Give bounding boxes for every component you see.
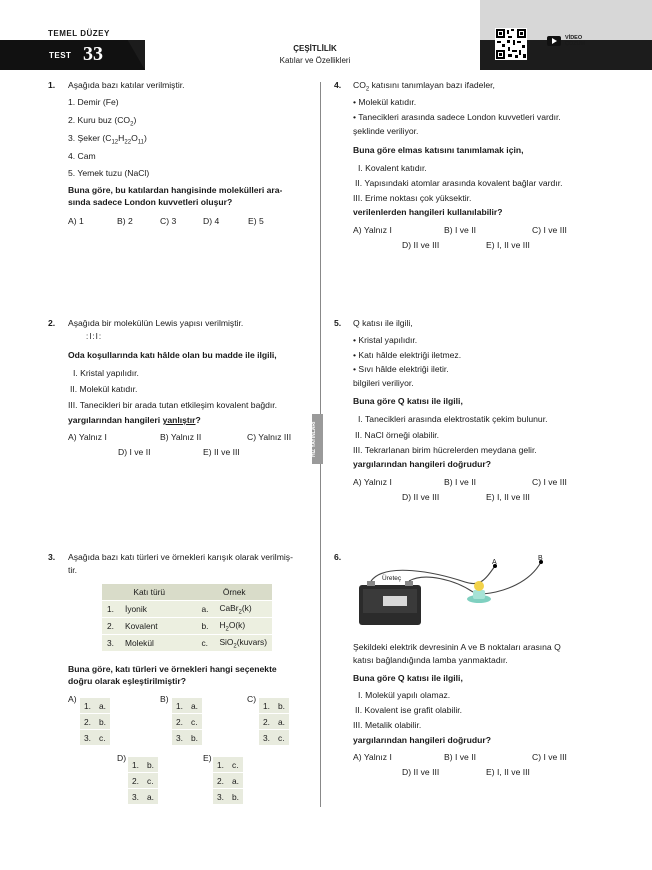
question-ask: yargılarından hangileri yanlıştır? [68, 415, 201, 425]
answer-option[interactable]: D) I ve II [118, 447, 151, 457]
bullet-item: • Molekül katıdır. [353, 97, 417, 107]
table-row: 1. İyonik a. CaBr$_2$(k) [102, 601, 272, 618]
play-icon[interactable] [547, 36, 561, 46]
statement: I. Kovalent katıdır. [358, 163, 427, 173]
question-stem: tir. [68, 565, 78, 575]
answer-option[interactable]: E) I, II ve III [486, 767, 530, 777]
lamp-bulb-icon [474, 581, 484, 591]
statement: II. NaCl örneği olabilir. [355, 430, 440, 440]
answer-option[interactable]: A) Yalnız I [68, 432, 107, 442]
statement: III. Metalik olabilir. [353, 720, 422, 730]
wire-b [483, 562, 541, 594]
answer-option[interactable]: C) Yalnız III [247, 432, 292, 442]
bullet-item: • Sıvı hâlde elektriği iletir. [353, 364, 449, 374]
list-item: 1. Demir (Fe) [68, 97, 119, 107]
publisher-tab-text: HIZ YAYINLARI [311, 421, 317, 457]
video-solution-label[interactable]: VİDEO ÇÖZÜM [565, 35, 586, 47]
question-prompt: Buna göre Q katısı ile ilgili, [353, 673, 463, 683]
question-prompt: Buna göre elmas katısını tanımlamak için, [353, 145, 524, 155]
statement: II. Yapısındaki atomlar arasında kovalent bağlar vardır. [355, 178, 563, 188]
statement: I. Kristal yapılıdır. [73, 368, 139, 378]
statement: II. Molekül katıdır. [70, 384, 138, 394]
qr-code-icon[interactable] [495, 28, 527, 60]
question-prompt: Buna göre Q katısı ile ilgili, [353, 396, 463, 406]
bullet-item: • Kristal yapılıdır. [353, 335, 418, 345]
solid-types-table [102, 584, 272, 652]
option-e-pairs[interactable]: 1. c. 2. a. 3. b. [213, 757, 243, 805]
answer-option[interactable]: B) I ve II [444, 225, 476, 235]
question-stem: Q katısı ile ilgili, [353, 318, 413, 328]
bullet-item: • Tanecikleri arasında sadece London kuvvetleri vardır. [353, 112, 561, 122]
answer-option[interactable]: E) II ve III [203, 447, 240, 457]
question-stem: bilgileri veriliyor. [353, 378, 414, 388]
figure-label-a: A [492, 559, 497, 566]
answer-option[interactable]: B) Yalnız II [160, 432, 202, 442]
option-b-pairs[interactable]: 1. a. 2. c. 3. b. [172, 698, 202, 746]
question-ask: yargılarından hangileri doğrudur? [353, 735, 491, 745]
question-prompt: Oda koşullarında katı hâlde olan bu madde ile ilgili, [68, 350, 277, 360]
answer-option[interactable]: C) I ve III [532, 225, 567, 235]
table-header: Örnek [196, 584, 272, 601]
question-prompt: doğru olarak eşleştirilmiştir? [68, 676, 186, 686]
answer-option[interactable]: A) Yalnız I [353, 752, 392, 762]
statement: II. Kovalent ise grafit olabilir. [355, 705, 462, 715]
answer-option[interactable]: A) Yalnız I [353, 225, 392, 235]
answer-option[interactable]: C) 3 [160, 216, 177, 226]
answer-option[interactable]: D) II ve III [402, 492, 440, 502]
answer-option[interactable]: B) I ve II [444, 752, 476, 762]
statement: I. Molekül yapılı olamaz. [358, 690, 451, 700]
answer-option[interactable]: C) I ve III [532, 752, 567, 762]
question-stem: Aşağıda bazı katı türleri ve örnekleri karışık olarak verilmiş- [68, 552, 293, 562]
option-a-pairs[interactable]: 1. a. 2. b. 3. c. [80, 698, 110, 746]
answer-option[interactable]: E) [203, 753, 212, 763]
statement: III. Erime noktası çok yüksektir. [353, 193, 472, 203]
table-header: Katı türü [102, 584, 196, 601]
statement: I. Tanecikleri arasında elektrostatik çekim bulunur. [358, 414, 548, 424]
page-title: ÇEŞİTLİLİK [293, 44, 337, 53]
answer-option[interactable]: C) [247, 694, 257, 704]
table-row: 2. Kovalent b. $H_2O(k)$ [102, 618, 272, 635]
question-stem: şeklinde veriliyor. [353, 126, 419, 136]
question-stem: katısı bağlandığında lamba yanmaktadır. [353, 655, 508, 665]
question-number: 1. [48, 80, 56, 90]
answer-option[interactable]: D) 4 [203, 216, 220, 226]
circuit-figure [355, 552, 555, 632]
answer-option[interactable]: C) I ve III [532, 477, 567, 487]
question-number: 6. [334, 552, 342, 562]
answer-option[interactable]: D) II ve III [402, 240, 440, 250]
question-stem: $CO_2$ katısını tanımlayan bazı ifadeler, [353, 80, 495, 93]
question-stem: Aşağıda bazı katılar verilmiştir. [68, 80, 185, 90]
test-badge [0, 40, 145, 70]
lewis-structure: :I:I: [86, 332, 103, 341]
question-prompt: Buna göre, bu katılardan hangisinde molekülleri ara- [68, 185, 283, 195]
level-label: TEMEL DÜZEY [48, 29, 110, 38]
list-item: 5. Yemek tuzu (NaCl) [68, 168, 150, 178]
question-prompt: Buna göre, katı türleri ve örnekleri hangi seçenekte [68, 664, 277, 674]
answer-option[interactable]: E) I, II ve III [486, 492, 530, 502]
question-ask: yargılarından hangileri doğrudur? [353, 459, 491, 469]
question-stem: Aşağıda bir molekülün Lewis yapısı verilmiştir. [68, 318, 244, 328]
table-row: 3. Molekül c. SiO$_2$(kuvars) [102, 635, 272, 652]
test-number: 33 [83, 43, 103, 65]
answer-option[interactable]: A) [68, 694, 77, 704]
question-number: 3. [48, 552, 56, 562]
question-prompt: sında sadece London kuvvetleri oluşur? [68, 197, 233, 207]
question-stem: Şekildeki elektrik devresinin A ve B noktaları arasına Q [353, 642, 561, 652]
list-item: 2. Kuru buz $(CO_2)$ [68, 115, 137, 128]
statement: III. Tanecikleri bir arada tutan etkileşim kovalent bağdır. [68, 400, 278, 410]
bullet-item: • Katı hâlde elektriği iletmez. [353, 350, 462, 360]
answer-option[interactable]: B) [160, 694, 169, 704]
list-item: 4. Cam [68, 151, 96, 161]
answer-option[interactable]: E) 5 [248, 216, 264, 226]
figure-label-b: B [538, 555, 543, 562]
answer-option[interactable]: A) 1 [68, 216, 84, 226]
page-subtitle: Katılar ve Özellikleri [279, 56, 351, 65]
answer-option[interactable]: E) I, II ve III [486, 240, 530, 250]
question-number: 5. [334, 318, 342, 328]
option-d-pairs[interactable]: 1. b. 2. c. 3. a. [128, 757, 158, 805]
question-ask: verilenlerden hangileri kullanılabilir? [353, 207, 503, 217]
question-number: 2. [48, 318, 56, 328]
answer-option[interactable]: B) I ve II [444, 477, 476, 487]
list-item: 3. Şeker $(C_{12}H_{22}O_{11})$ [68, 133, 147, 146]
figure-label-source: Üreteç [382, 575, 402, 582]
option-c-pairs[interactable]: 1. b. 2. a. 3. c. [259, 698, 289, 746]
answer-option[interactable]: D) II ve III [402, 767, 440, 777]
answer-option[interactable]: B) 2 [117, 216, 133, 226]
test-label: TEST [49, 51, 72, 60]
answer-option[interactable]: D) [117, 753, 127, 763]
answer-option[interactable]: A) Yalnız I [353, 477, 392, 487]
question-number: 4. [334, 80, 342, 90]
statement: III. Tekrarlanan birim hücrelerden meydana gelir. [353, 445, 537, 455]
